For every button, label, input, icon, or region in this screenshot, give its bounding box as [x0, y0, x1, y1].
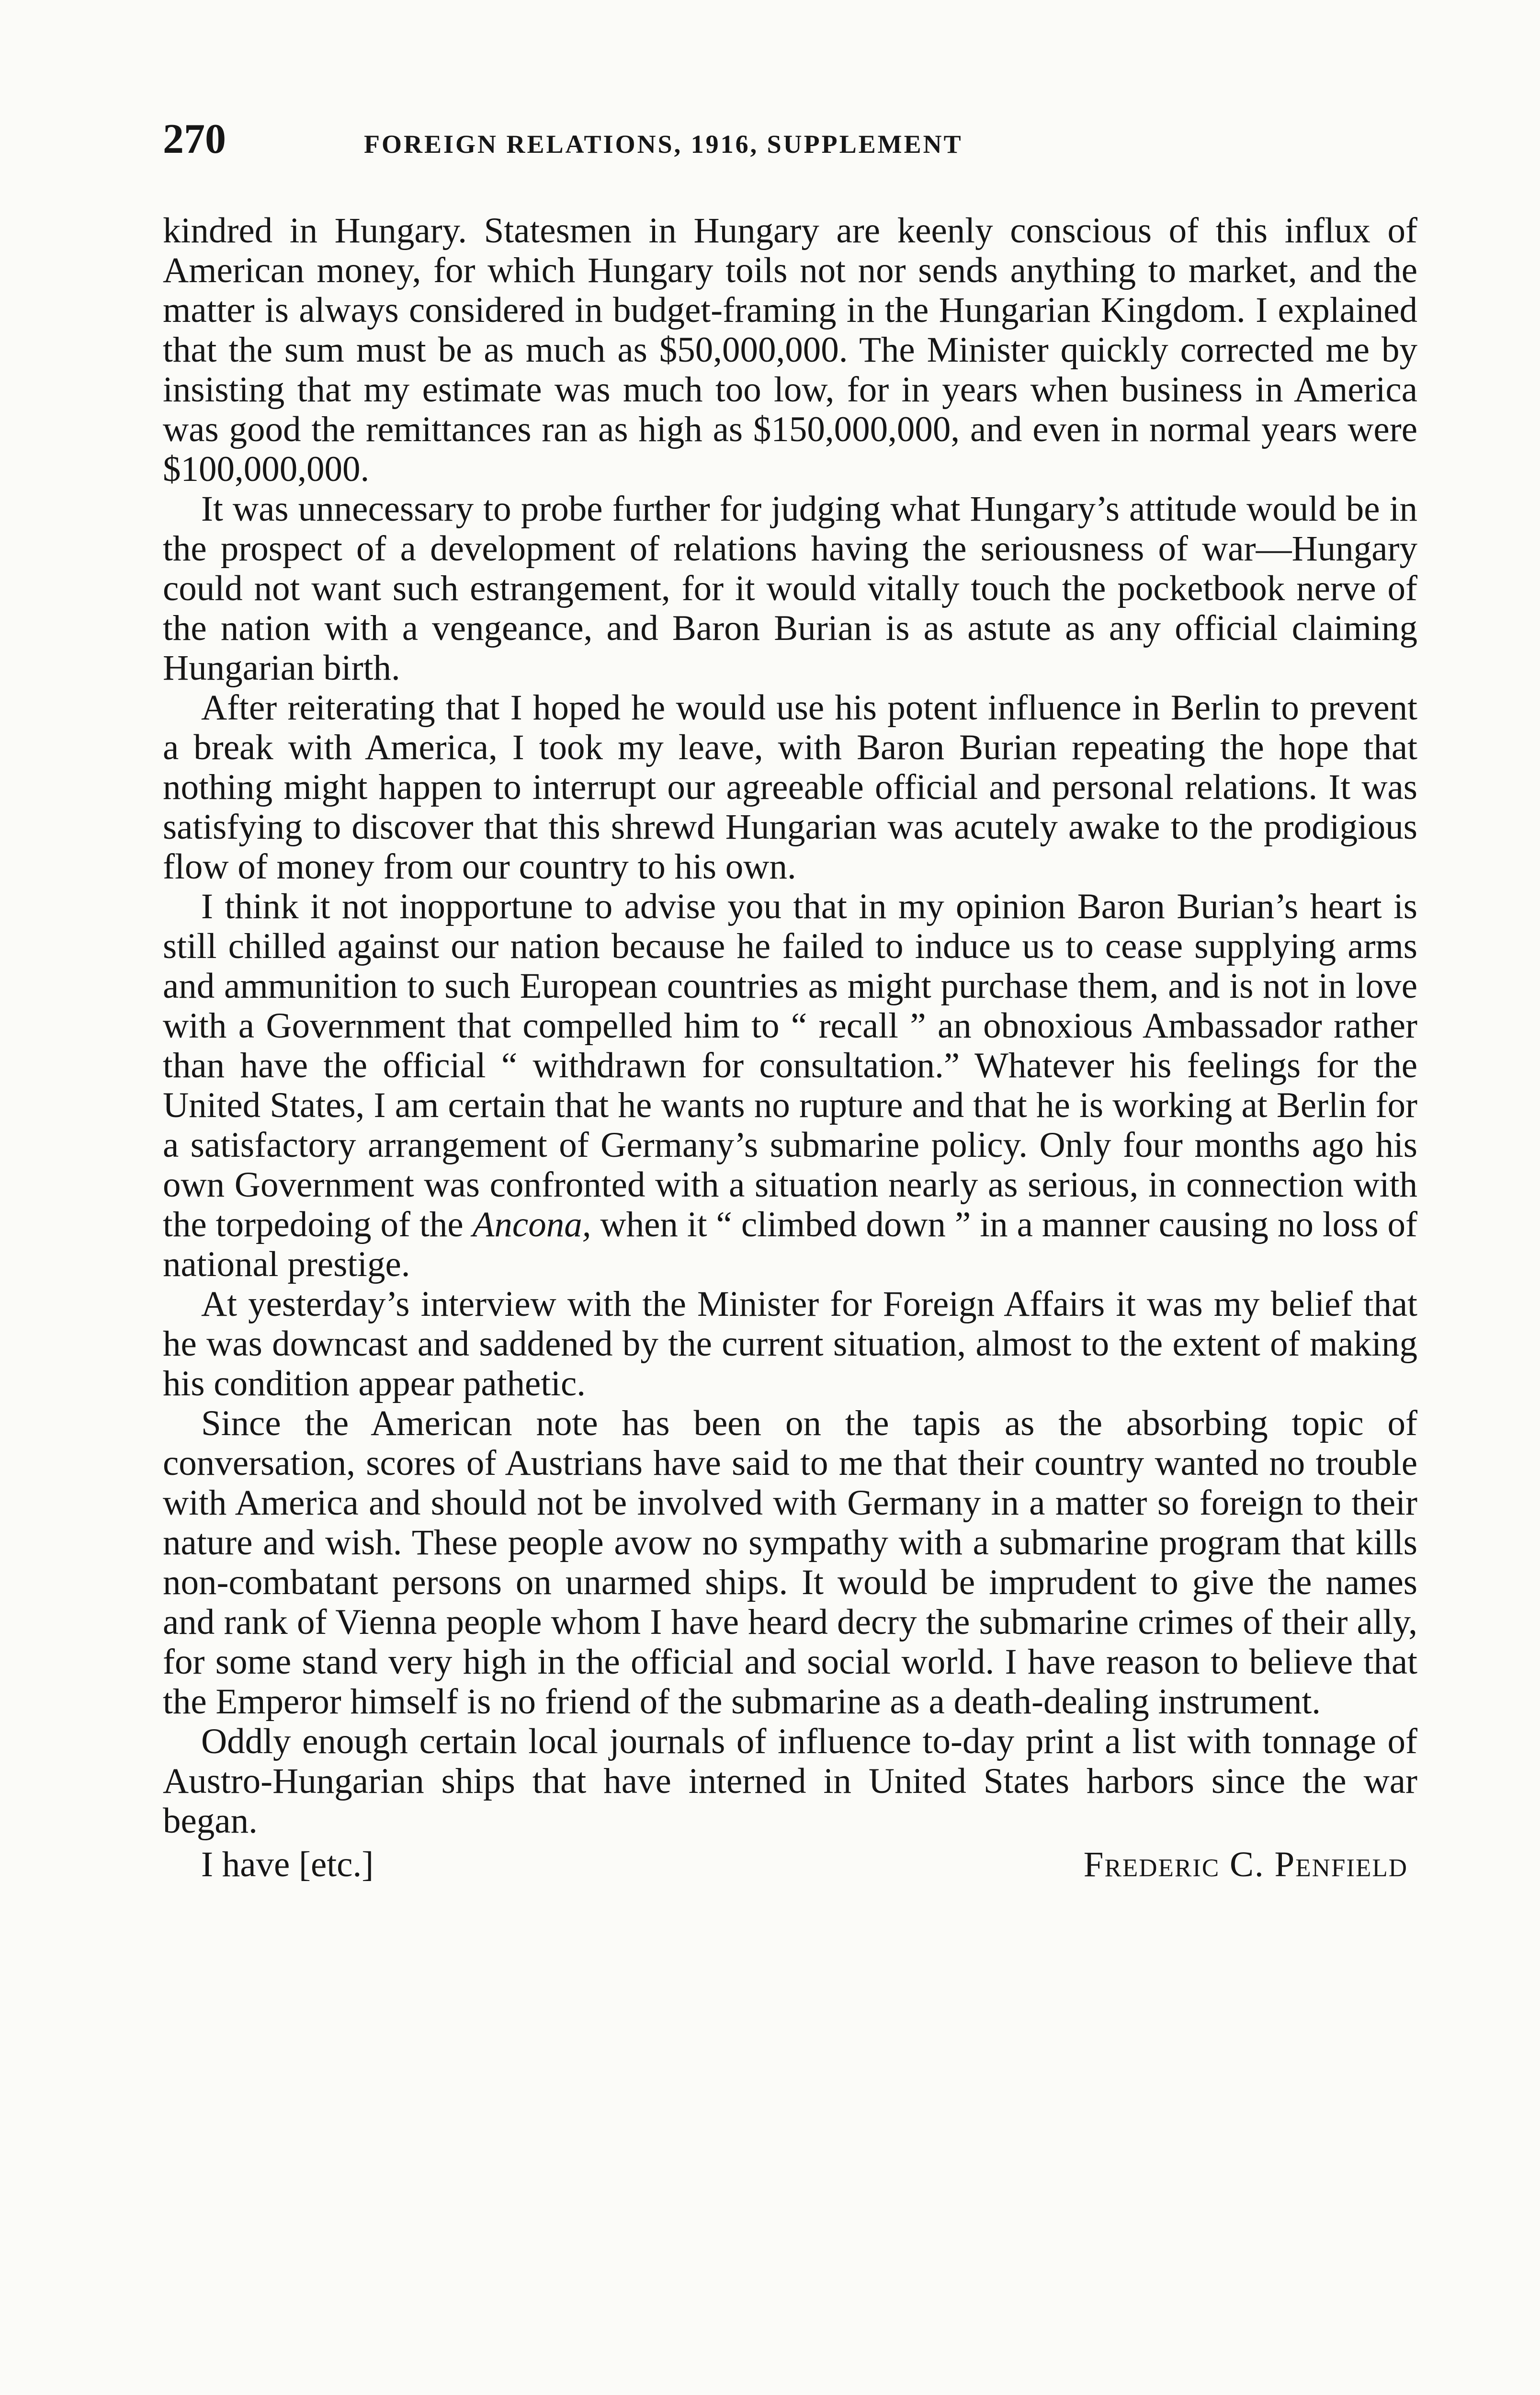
closing-greeting: I have [etc.] — [201, 1845, 374, 1884]
ship-name-ancona: Ancona, — [472, 1205, 591, 1244]
document-page — [163, 115, 1417, 1884]
paragraph-4-part-2: when it “ climbed down ” in a manner causing no loss of national prestige. — [163, 1205, 1418, 1284]
paragraph-3: After reiterating that I hoped he would use his potent influence in Berlin to prevent a break with America, I took my leave, with Baron Burian repeating the hope that nothing might happen to interrupt our agreeable official and personal relations. It was satisfying to discover that this shrewd Hungarian was acutely awake to the prodigious flow of money from our country to his own. — [163, 688, 1417, 887]
paragraph-4 — [163, 887, 1417, 1284]
paragraph-2: It was unnecessary to probe further for judging what Hungary’s attitude would be in the prospect of a development of relations having the seriousness of war—Hungary could not want such estrangement, for it would vitally touch the pocketbook nerve of the nation with a vengeance, and Baron Burian is as astute as any official claiming Hungarian birth. — [163, 489, 1417, 688]
paragraph-7: Oddly enough certain local journals of influence to-day print a list with tonnage of Austro-Hungarian ships that have interned in United States harbors since the war began. — [163, 1722, 1417, 1841]
paragraph-4-part-1: I think it not inopportune to advise you that in my opinion Baron Burian’s heart is still chilled against our nation because he failed to induce us to cease supplying arms and ammunition to such European countries as might purchase them, and is not in love with a Government that compelled him to “ recall ” an obnoxious Ambassador rather than have the official “ withdrawn for consultation.” Whatever his feelings for the United States, I am certain that he wants no rupture and that he is working at Berlin for a satisfactory arrangement of Germany’s submarine policy. Only four months ago his own Government was confronted with a situation nearly as serious, in connection with the torpedoing of the — [163, 887, 1417, 1244]
body-text — [163, 211, 1417, 1841]
paragraph-6: Since the American note has been on the tapis as the absorbing topic of conversation, scores of Austrians have said to me that their country wanted no trouble with America and should not be involved with Germany in a matter so foreign to their nature and wish. These people avow no sympathy with a submarine program that kills non-combatant persons on unarmed ships. It would be imprudent to give the names and rank of Vienna people whom I have heard decry the submarine crimes of their ally, for some stand very high in the official and social world. I have reason to believe that the Emperor himself is no friend of the submarine as a death-dealing instrument. — [163, 1403, 1417, 1722]
paragraph-5: At yesterday’s interview with the Minister for Foreign Affairs it was my belief that he was downcast and saddened by the current situation, almost to the extent of making his condition appear pathetic. — [163, 1284, 1417, 1403]
letter-closing — [163, 1845, 1417, 1884]
page-header — [163, 115, 1417, 168]
paragraph-1: kindred in Hungary. Statesmen in Hungary are keenly conscious of this influx of American money, for which Hungary toils not nor sends anything to market, and the matter is always considered in budget-framing in the Hungarian Kingdom. I explained that the sum must be as much as $50,000,000. The Minister quickly corrected me by insisting that my estimate was much too low, for in years when business in America was good the remittances ran as high as $150,000,000, and even in normal years were $100,000,000. — [163, 211, 1417, 489]
signature: Frederic C. Penfield — [1083, 1845, 1408, 1884]
page-number: 270 — [163, 116, 226, 162]
running-head: FOREIGN RELATIONS, 1916, SUPPLEMENT — [364, 130, 963, 159]
